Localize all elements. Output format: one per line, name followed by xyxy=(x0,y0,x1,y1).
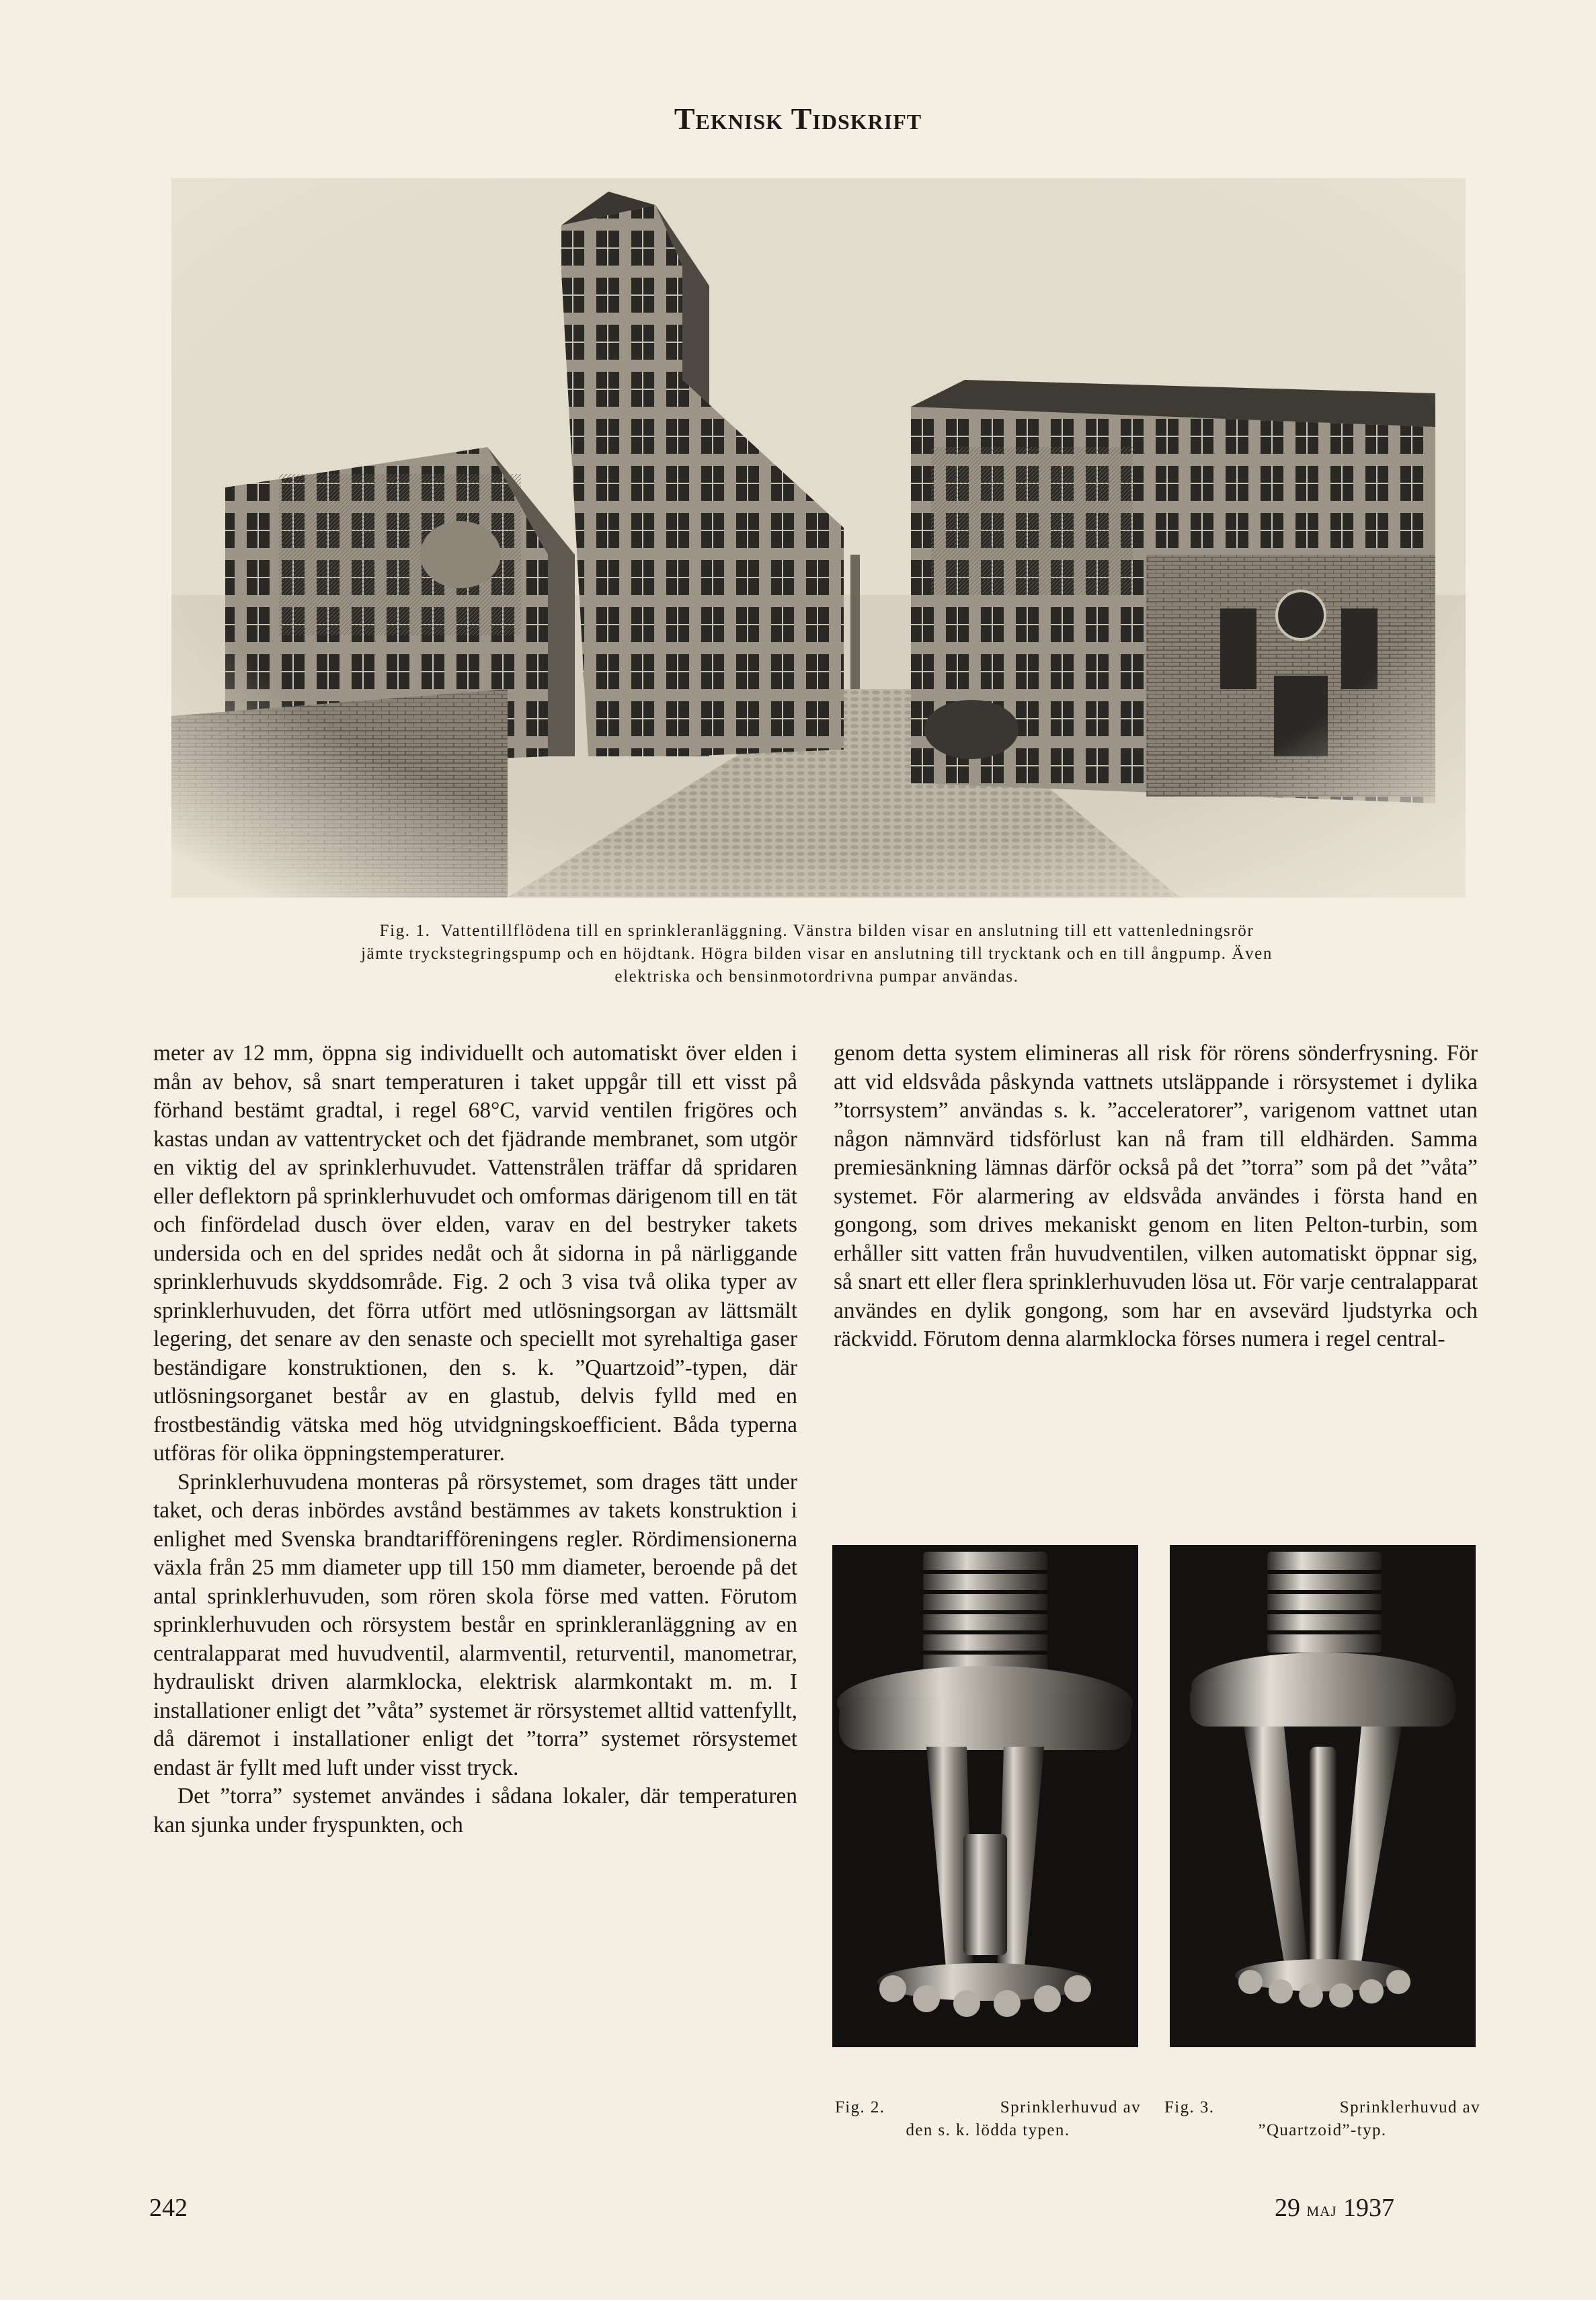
date-year: 1937 xyxy=(1343,2194,1395,2222)
fig2-caption-line-2: den s. k. lödda typen. xyxy=(906,2121,1070,2139)
left-paragraph-1: meter av 12 mm, öppna sig individuellt och automatiskt över elden i mån av behov, så snart temperaturen i taket uppgår till ett visst på förhand bestämt gradtal, i regel 68°C, varvid ventilen frigöres och kastas undan av vattentrycket och det fjädrande membranet, som utgör en viktig del av sprinklerhuvudet. Vattenstrålen träffar då spridaren eller deflektorn på sprinklerhuvudet och omformas därigenom till en tät och finfördelad dusch över elden, varav en del bestryker takets undersida och en del sprides nedåt och åt sidorna in på närliggande sprinklerhuvuds skyddsområde. Fig. 2 och 3 visa två olika typer av sprinklerhuvuden, det förra utfört med utlösningsorgan av lättsmält legering, det senare av den senaste och speciellt mot syrehaltiga gaser beständigare konstruktionen, den s. k. ”Quartzoid”-typen, där utlösningsorganet består av en glastub, delvis fylld med en frostbeständig vätska med hög utvidgningskoefficient. Båda typerna utföras för olika öppningstemperaturer. xyxy=(153,1041,797,1466)
right-column xyxy=(834,1039,1478,1354)
running-head: Teknisk Tidskrift xyxy=(674,102,922,136)
fig2-caption-line-1 xyxy=(835,2096,1141,2119)
left-column xyxy=(153,1039,797,1839)
fig1-caption xyxy=(155,920,1479,988)
fig3-label: Fig. 3. xyxy=(1164,2098,1215,2116)
fig1-caption-line-2: jämte tryckstegringspump och en höjdtank. Högra bilden visar en anslutning till trycktank och en till ångpump. Även xyxy=(361,945,1273,963)
page-number: 242 xyxy=(149,2194,188,2222)
fig2-photo xyxy=(832,1545,1138,2047)
sprinkler-head-quartzoid-illustration xyxy=(1170,1545,1476,2047)
right-paragraph-1: genom detta system elimineras all risk för rörens sönderfrysning. För att vid eldsvåda påskynda vattnets utsläppande i rörsystemet i dylika ”torrsystem” användas s. k. ”acceleratorer”, varigenom vattnet utan någon nämnvärd tidsförlust kan nå fram till eldhärden. Samma premiesänkning lämnas därför också på det ”torra” som på det ”våta” systemet. För alarmering av eldsvåda användes i första hand en gongong, som drives mekaniskt genom en liten Pelton-turbin, som erhåller sitt vatten från huvudventilen, vilken automatiskt öppnar sig, så snart ett eller flera sprinklerhuvuden lösa ut. För varje centralapparat användes en dylik gongong, som har en avsevärd ljudstyrka och räckvidd. Förutom denna alarmklocka förses numera i regel central- xyxy=(834,1041,1478,1351)
fig3-caption-line-1 xyxy=(1164,2096,1480,2119)
fig3-caption-text-1: Sprinklerhuvud av xyxy=(1339,2098,1480,2116)
fig1-illustration xyxy=(171,178,1466,898)
fig1-label: Fig. 1. xyxy=(379,922,431,940)
fig3-photo xyxy=(1170,1545,1476,2047)
fig1-caption-line-3: elektriska och bensinmotordrivna pumpar användas. xyxy=(614,967,1019,986)
fig2-label: Fig. 2. xyxy=(835,2098,885,2116)
left-paragraph-3: Det ”torra” systemet användes i sådana lokaler, där temperaturen kan sjunka under fryspunkten, och xyxy=(153,1784,797,1837)
fig1-caption-line-1 xyxy=(155,920,1479,943)
date-day: 29 xyxy=(1275,2194,1300,2222)
left-paragraph-2: Sprinklerhuvudena monteras på rörsystemet, som drages tätt under taket, och deras inbördes avstånd bestämmes av takets konstruktion i enlighet med Svenska brandtarifföreningens regler. Rördimensionerna växla från 25 mm diameter upp till 150 mm diameter, beroende på det antal sprinklerhuvuden, som rören skola förse med vatten. Förutom sprinklerhuvuden och rörsystem består en sprinkleranläggning av en centralapparat med huvudventil, alarmventil, returventil, manometrar, hydrauliskt driven alarmklocka, elektrisk alarmkontakt m. m. I installationer enligt det ”våta” systemet är rörsystemet alltid vattenfyllt, då däremot i installationer enligt det ”torra” systemet rörsystemet endast är fyllt med luft under visst tryck. xyxy=(153,1469,797,1780)
factory-engraving xyxy=(171,178,1466,898)
fig2-caption-text-1: Sprinklerhuvud av xyxy=(1000,2098,1141,2116)
date-month: maj xyxy=(1306,2198,1337,2221)
sprinkler-head-soldered-illustration xyxy=(832,1545,1138,2047)
fig3-caption-line-2: ”Quartzoid”-typ. xyxy=(1258,2121,1387,2139)
fig3-caption xyxy=(1164,2096,1480,2142)
issue-date xyxy=(1275,2193,1394,2223)
fig1-caption-text-1: Vattentillflödena till en sprinkleranläggning. Vänstra bilden visar en anslutning till ett vattenledningsrör xyxy=(440,922,1254,940)
fig2-caption xyxy=(835,2096,1141,2142)
